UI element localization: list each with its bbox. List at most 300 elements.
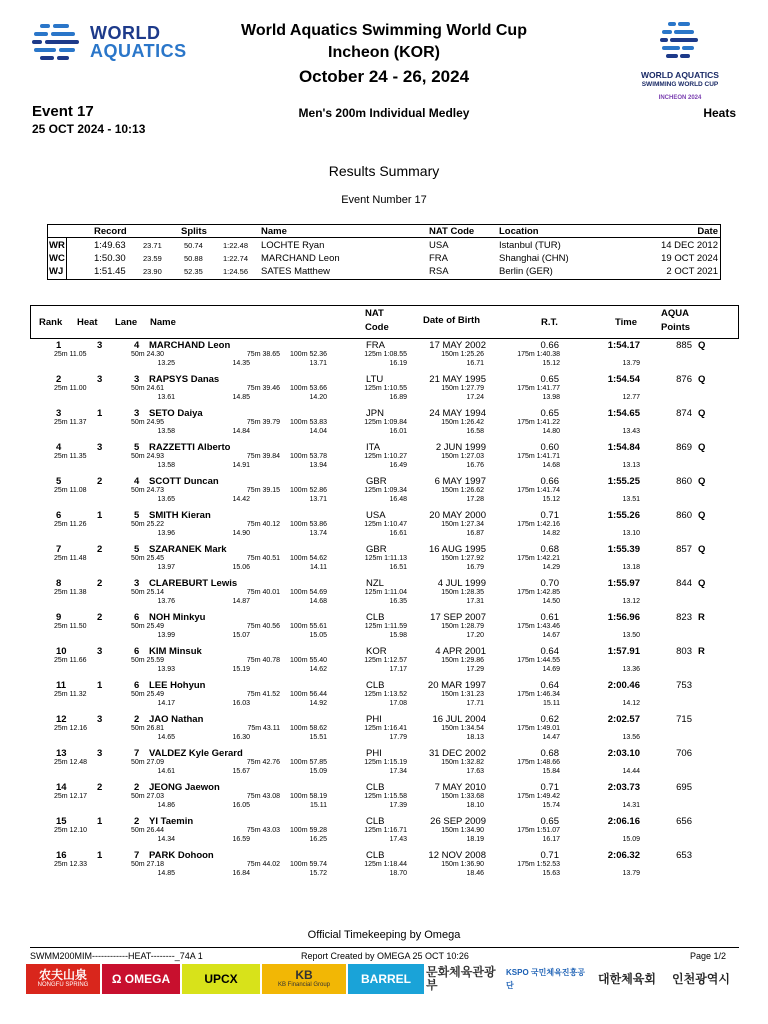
lap-100: 15.72 <box>309 870 327 877</box>
result-rank: 10 <box>56 646 67 657</box>
result-heat: 2 <box>97 544 103 555</box>
result-nat: CLB <box>366 850 385 861</box>
lap-125: 16.51 <box>389 564 407 571</box>
split-125: 125m 1:10.47 <box>364 521 407 528</box>
lap-50: 14.86 <box>157 802 175 809</box>
lap-50: 14.61 <box>157 768 175 775</box>
results-summary-title: Results Summary <box>328 163 440 179</box>
result-heat: 3 <box>97 442 103 453</box>
split-50: 50m 26.44 <box>131 827 165 834</box>
header-rt: R.T. <box>541 317 558 328</box>
lap-125: 16.61 <box>389 530 407 537</box>
record-split-150: 1:22.74 <box>223 254 249 263</box>
result-qualifier: Q <box>698 544 706 555</box>
split-75: 75m 44.02 <box>246 861 280 868</box>
lap-100: 14.04 <box>309 428 327 435</box>
result-rt: 0.68 <box>540 544 559 555</box>
result-row <box>30 611 739 645</box>
split-25: 25m 12.48 <box>54 759 88 766</box>
result-dob: 6 MAY 1997 <box>434 476 486 487</box>
lap-75: 14.90 <box>232 530 250 537</box>
split-175: 175m 1:41.74 <box>517 487 560 494</box>
result-name: SMITH Kieran <box>149 510 211 521</box>
lap-100: 14.20 <box>309 394 327 401</box>
result-dob: 16 AUG 1995 <box>428 544 486 555</box>
split-125: 125m 1:18.44 <box>364 861 407 868</box>
header-time: Time <box>615 317 638 328</box>
omega-logo <box>102 964 180 994</box>
lap-175: 15.63 <box>542 870 560 877</box>
result-lane: 2 <box>134 782 140 793</box>
result-row <box>30 747 739 781</box>
split-100: 100m 52.86 <box>290 487 327 494</box>
result-points: 869 <box>676 442 692 453</box>
lap-150: 17.28 <box>466 496 484 503</box>
result-dob: 4 APR 2001 <box>435 646 486 657</box>
lap-200: 13.51 <box>622 496 640 503</box>
split-125: 125m 1:13.52 <box>364 691 407 698</box>
result-qualifier: R <box>698 612 705 623</box>
logo-right-line1: WORLD AQUATICS <box>641 70 719 80</box>
lap-125: 17.79 <box>389 734 407 741</box>
result-nat: CLB <box>366 612 385 623</box>
result-dob: 16 JUL 2004 <box>432 714 486 725</box>
record-split-50: 23.90 <box>143 267 162 276</box>
lap-150: 18.46 <box>466 870 484 877</box>
result-points: 874 <box>676 408 692 419</box>
result-name: JAO Nathan <box>149 714 204 725</box>
sponsor-label: Ω OMEGA <box>111 971 171 986</box>
result-lane: 2 <box>134 714 140 725</box>
lap-125: 17.43 <box>389 836 407 843</box>
result-time: 2:03.10 <box>607 748 640 759</box>
split-100: 100m 57.85 <box>290 759 327 766</box>
lap-50: 13.25 <box>157 360 175 367</box>
result-rt: 0.70 <box>540 578 559 589</box>
lap-50: 13.61 <box>157 394 175 401</box>
split-175: 175m 1:52.53 <box>517 861 560 868</box>
ministry-logo <box>426 964 504 994</box>
lap-100: 15.11 <box>310 802 327 809</box>
split-175: 175m 1:41.77 <box>517 385 560 392</box>
result-rt: 0.65 <box>540 374 559 385</box>
split-150: 150m 1:32.82 <box>441 759 484 766</box>
kspo-logo <box>506 964 586 994</box>
result-qualifier: Q <box>698 442 706 453</box>
record-time: 1:50.30 <box>94 253 126 264</box>
lap-175: 14.80 <box>542 428 560 435</box>
record-code: WR <box>49 240 65 251</box>
result-name: MARCHAND Leon <box>149 340 231 351</box>
split-125: 125m 1:16.41 <box>364 725 407 732</box>
sponsor-label: 农夫山泉 <box>38 968 87 982</box>
result-time: 1:54.54 <box>607 374 640 385</box>
result-qualifier: Q <box>698 374 706 385</box>
lap-50: 13.97 <box>157 564 175 571</box>
record-nat: RSA <box>429 266 449 277</box>
result-time: 2:06.32 <box>607 850 640 861</box>
record-name: SATES Matthew <box>261 266 330 277</box>
split-50: 50m 27.18 <box>131 861 165 868</box>
result-rt: 0.71 <box>540 782 559 793</box>
split-25: 25m 11.00 <box>54 385 87 392</box>
lap-100: 13.74 <box>309 530 327 537</box>
lap-125: 17.17 <box>389 666 407 673</box>
header-name: Name <box>150 317 176 328</box>
split-75: 75m 38.65 <box>246 351 280 358</box>
record-name: MARCHAND Leon <box>261 253 340 264</box>
result-rt: 0.64 <box>540 680 559 691</box>
split-50: 50m 27.03 <box>131 793 165 800</box>
lap-150: 17.63 <box>466 768 484 775</box>
result-rank: 1 <box>56 340 62 351</box>
split-125: 125m 1:08.55 <box>364 351 407 358</box>
split-100: 100m 55.61 <box>290 623 327 630</box>
incheon-logo <box>668 964 734 994</box>
result-rt: 0.61 <box>540 612 559 623</box>
split-50: 50m 25.59 <box>131 657 165 664</box>
result-rt: 0.71 <box>540 510 559 521</box>
result-row <box>30 577 739 611</box>
result-heat: 3 <box>97 374 103 385</box>
records-header-date: Date <box>697 226 718 237</box>
split-50: 50m 25.22 <box>131 521 165 528</box>
result-points: 715 <box>676 714 692 725</box>
split-150: 150m 1:34.54 <box>441 725 484 732</box>
record-time: 1:49.63 <box>94 240 126 251</box>
lap-125: 16.35 <box>389 598 407 605</box>
result-time: 1:55.26 <box>607 510 640 521</box>
lap-175: 14.69 <box>542 666 560 673</box>
result-dob: 20 MAY 2000 <box>429 510 486 521</box>
nongfu-logo <box>26 964 100 994</box>
result-heat: 3 <box>97 748 103 759</box>
lap-100: 15.51 <box>309 734 327 741</box>
record-split-50: 23.59 <box>143 254 162 263</box>
result-lane: 5 <box>134 544 140 555</box>
result-qualifier: Q <box>698 408 706 419</box>
split-100: 100m 53.86 <box>290 521 327 528</box>
result-time: 1:55.97 <box>607 578 640 589</box>
lap-200: 13.43 <box>622 428 640 435</box>
split-125: 125m 1:10.55 <box>364 385 407 392</box>
report-created: Report Created by OMEGA 25 OCT 10:26 <box>301 951 469 961</box>
result-time: 2:00.46 <box>607 680 640 691</box>
result-heat: 1 <box>97 510 103 521</box>
split-25: 25m 12.10 <box>54 827 88 834</box>
result-nat: USA <box>366 510 386 521</box>
result-row <box>30 543 739 577</box>
split-150: 150m 1:34.90 <box>441 827 484 834</box>
header-lane: Lane <box>115 317 138 328</box>
result-name: VALDEZ Kyle Gerard <box>149 748 243 759</box>
result-heat: 1 <box>97 850 103 861</box>
result-rank: 11 <box>56 680 67 691</box>
split-150: 150m 1:28.35 <box>441 589 484 596</box>
result-row <box>30 679 739 713</box>
split-175: 175m 1:44.55 <box>517 657 560 664</box>
split-100: 100m 54.69 <box>290 589 327 596</box>
split-125: 125m 1:11.13 <box>364 555 407 562</box>
lap-125: 16.48 <box>389 496 407 503</box>
result-name: JEONG Jaewon <box>149 782 220 793</box>
record-code: WJ <box>49 266 64 277</box>
result-row <box>30 475 739 509</box>
result-nat: PHI <box>366 714 382 725</box>
split-175: 175m 1:42.16 <box>517 521 560 528</box>
record-location: Istanbul (TUR) <box>499 240 561 251</box>
split-150: 150m 1:33.68 <box>441 793 484 800</box>
lap-100: 14.92 <box>309 700 327 707</box>
result-rt: 0.60 <box>540 442 559 453</box>
split-25: 25m 12.33 <box>54 861 88 868</box>
lap-75: 16.03 <box>232 700 250 707</box>
event-number-subtitle: Event Number 17 <box>341 194 427 206</box>
lap-50: 13.96 <box>157 530 175 537</box>
title-line3: October 24 - 26, 2024 <box>298 67 470 86</box>
header-nat: NAT <box>365 308 384 319</box>
split-100: 100m 58.62 <box>290 725 327 732</box>
header-rank: Rank <box>39 317 63 328</box>
result-lane: 3 <box>134 578 140 589</box>
split-75: 75m 43.03 <box>246 827 280 834</box>
result-heat: 1 <box>97 680 103 691</box>
records-header-location: Location <box>499 226 539 237</box>
result-name: KIM Minsuk <box>149 646 202 657</box>
result-nat: CLB <box>366 782 385 793</box>
record-row <box>48 265 720 278</box>
result-row <box>30 407 739 441</box>
split-100: 100m 55.40 <box>290 657 327 664</box>
split-50: 50m 24.73 <box>131 487 165 494</box>
record-time: 1:51.45 <box>94 266 126 277</box>
split-125: 125m 1:11.59 <box>364 623 407 630</box>
split-25: 25m 11.37 <box>54 419 87 426</box>
lap-200: 14.44 <box>622 768 640 775</box>
koc-logo <box>588 964 666 994</box>
split-150: 150m 1:27.79 <box>441 385 484 392</box>
result-heat: 3 <box>97 340 103 351</box>
lap-200: 15.09 <box>622 836 640 843</box>
result-name: SETO Daiya <box>149 408 203 419</box>
split-175: 175m 1:40.38 <box>517 351 560 358</box>
result-row <box>30 373 739 407</box>
split-50: 50m 26.81 <box>131 725 165 732</box>
split-75: 75m 40.78 <box>246 657 280 664</box>
result-time: 1:56.96 <box>607 612 640 623</box>
lap-150: 16.87 <box>466 530 484 537</box>
header-code: Code <box>365 322 389 333</box>
result-points: 860 <box>676 476 692 487</box>
lap-125: 17.08 <box>389 700 407 707</box>
split-100: 100m 58.19 <box>290 793 327 800</box>
lap-175: 14.68 <box>542 462 560 469</box>
result-name: CLAREBURT Lewis <box>149 578 238 589</box>
lap-175: 14.67 <box>542 632 560 639</box>
result-points: 653 <box>676 850 692 861</box>
lap-150: 18.13 <box>466 734 484 741</box>
result-lane: 5 <box>134 442 140 453</box>
result-rank: 9 <box>56 612 62 623</box>
record-date: 2 OCT 2021 <box>666 266 718 277</box>
result-heat: 1 <box>97 816 103 827</box>
lap-75: 14.42 <box>232 496 250 503</box>
event-name: Men's 200m Individual Medley <box>298 106 470 120</box>
lap-75: 14.84 <box>232 428 250 435</box>
lap-175: 14.82 <box>542 530 560 537</box>
lap-175: 13.98 <box>542 394 560 401</box>
split-75: 75m 39.84 <box>246 453 280 460</box>
result-rank: 15 <box>56 816 67 827</box>
lap-125: 16.49 <box>389 462 407 469</box>
record-location: Shanghai (CHN) <box>499 253 569 264</box>
split-125: 125m 1:09.84 <box>364 419 407 426</box>
result-rank: 7 <box>56 544 62 555</box>
result-rt: 0.62 <box>540 714 559 725</box>
split-150: 150m 1:28.79 <box>441 623 484 630</box>
barrel-logo <box>348 964 424 994</box>
records-table <box>47 224 721 280</box>
split-125: 125m 1:15.19 <box>364 759 407 766</box>
split-125: 125m 1:09.34 <box>364 487 407 494</box>
result-nat: JPN <box>366 408 384 419</box>
result-time: 2:02.57 <box>607 714 640 725</box>
lap-125: 17.39 <box>389 802 407 809</box>
lap-175: 16.17 <box>542 836 560 843</box>
record-split-50: 23.71 <box>143 241 162 250</box>
kb-logo <box>262 964 346 994</box>
result-rt: 0.66 <box>540 340 559 351</box>
result-nat: CLB <box>366 680 385 691</box>
result-nat: ITA <box>366 442 381 453</box>
split-175: 175m 1:49.42 <box>517 793 560 800</box>
world-cup-logo <box>620 18 740 108</box>
result-time: 1:54.84 <box>607 442 640 453</box>
lap-125: 16.19 <box>389 360 407 367</box>
split-175: 175m 1:41.71 <box>517 453 560 460</box>
lap-100: 13.71 <box>309 496 327 503</box>
split-25: 25m 11.48 <box>54 555 87 562</box>
sponsor-label: BARREL <box>361 971 411 986</box>
lap-175: 15.84 <box>542 768 560 775</box>
result-lane: 7 <box>134 748 140 759</box>
result-dob: 2 JUN 1999 <box>435 442 486 453</box>
lap-50: 13.58 <box>157 462 175 469</box>
result-name: YI Taemin <box>149 816 194 827</box>
lap-200: 13.18 <box>622 564 640 571</box>
result-name: SCOTT Duncan <box>149 476 219 487</box>
lap-200: 12.77 <box>622 394 640 401</box>
lap-75: 14.87 <box>232 598 250 605</box>
result-lane: 2 <box>134 816 140 827</box>
split-25: 25m 11.38 <box>54 589 87 596</box>
result-rt: 0.64 <box>540 646 559 657</box>
split-175: 175m 1:51.07 <box>517 827 560 834</box>
result-points: 803 <box>676 646 692 657</box>
lap-175: 15.74 <box>542 802 560 809</box>
result-qualifier: Q <box>698 340 706 351</box>
result-rank: 4 <box>56 442 62 453</box>
split-150: 150m 1:27.03 <box>441 453 484 460</box>
sponsor-label: 문화체육관광부 <box>426 965 496 992</box>
lap-150: 17.24 <box>466 394 484 401</box>
result-dob: 7 MAY 2010 <box>434 782 486 793</box>
result-rt: 0.71 <box>540 850 559 861</box>
split-75: 75m 41.52 <box>246 691 280 698</box>
header-dob: Date of Birth <box>423 315 480 326</box>
lap-175: 15.12 <box>542 360 560 367</box>
logo-left-line1: WORLD <box>90 23 161 43</box>
result-points: 656 <box>676 816 692 827</box>
result-heat: 2 <box>97 612 103 623</box>
split-100: 100m 52.36 <box>290 351 327 358</box>
split-175: 175m 1:43.46 <box>517 623 560 630</box>
lap-125: 17.34 <box>389 768 407 775</box>
world-cup-emblem-icon <box>652 18 712 68</box>
split-25: 25m 11.26 <box>54 521 87 528</box>
result-lane: 3 <box>134 408 140 419</box>
split-50: 50m 25.49 <box>131 623 165 630</box>
sponsor-label: 인천광역시 <box>672 971 730 986</box>
lap-125: 16.89 <box>389 394 407 401</box>
record-split-100: 52.35 <box>184 267 203 276</box>
result-name: NOH Minkyu <box>149 612 206 623</box>
result-name: PARK Dohoon <box>149 850 214 861</box>
lap-50: 14.65 <box>157 734 175 741</box>
world-aquatics-logo <box>30 20 210 66</box>
result-lane: 4 <box>134 476 140 487</box>
split-50: 50m 25.14 <box>131 589 165 596</box>
result-lane: 6 <box>134 646 140 657</box>
lap-150: 16.71 <box>466 360 484 367</box>
result-row <box>30 781 739 815</box>
split-175: 175m 1:48.66 <box>517 759 560 766</box>
split-25: 25m 11.50 <box>54 623 87 630</box>
result-lane: 3 <box>134 374 140 385</box>
logo-right-line3: INCHEON 2024 <box>658 95 702 101</box>
result-points: 823 <box>676 612 692 623</box>
split-75: 75m 39.15 <box>246 487 280 494</box>
lap-100: 14.11 <box>310 564 327 571</box>
split-100: 100m 59.28 <box>290 827 327 834</box>
split-100: 100m 54.62 <box>290 555 327 562</box>
result-row <box>30 849 739 883</box>
result-qualifier: Q <box>698 510 706 521</box>
result-points: 885 <box>676 340 692 351</box>
result-row <box>30 339 739 373</box>
record-date: 19 OCT 2024 <box>661 253 718 264</box>
split-50: 50m 24.93 <box>131 453 165 460</box>
result-points: 706 <box>676 748 692 759</box>
result-dob: 20 MAR 1997 <box>427 680 486 691</box>
result-time: 1:54.65 <box>607 408 640 419</box>
result-rt: 0.65 <box>540 816 559 827</box>
lap-125: 16.01 <box>389 428 407 435</box>
title-line1: World Aquatics Swimming World Cup <box>241 22 527 39</box>
result-dob: 31 DEC 2002 <box>428 748 486 759</box>
lap-200: 13.12 <box>622 598 640 605</box>
result-heat: 1 <box>97 408 103 419</box>
split-175: 175m 1:42.21 <box>517 555 560 562</box>
split-75: 75m 40.12 <box>246 521 280 528</box>
split-75: 75m 43.08 <box>246 793 280 800</box>
split-50: 50m 24.30 <box>131 351 165 358</box>
lap-150: 18.10 <box>466 802 484 809</box>
lap-150: 18.19 <box>466 836 484 843</box>
split-150: 150m 1:29.86 <box>441 657 484 664</box>
lap-50: 14.85 <box>157 870 175 877</box>
split-125: 125m 1:12.57 <box>364 657 407 664</box>
